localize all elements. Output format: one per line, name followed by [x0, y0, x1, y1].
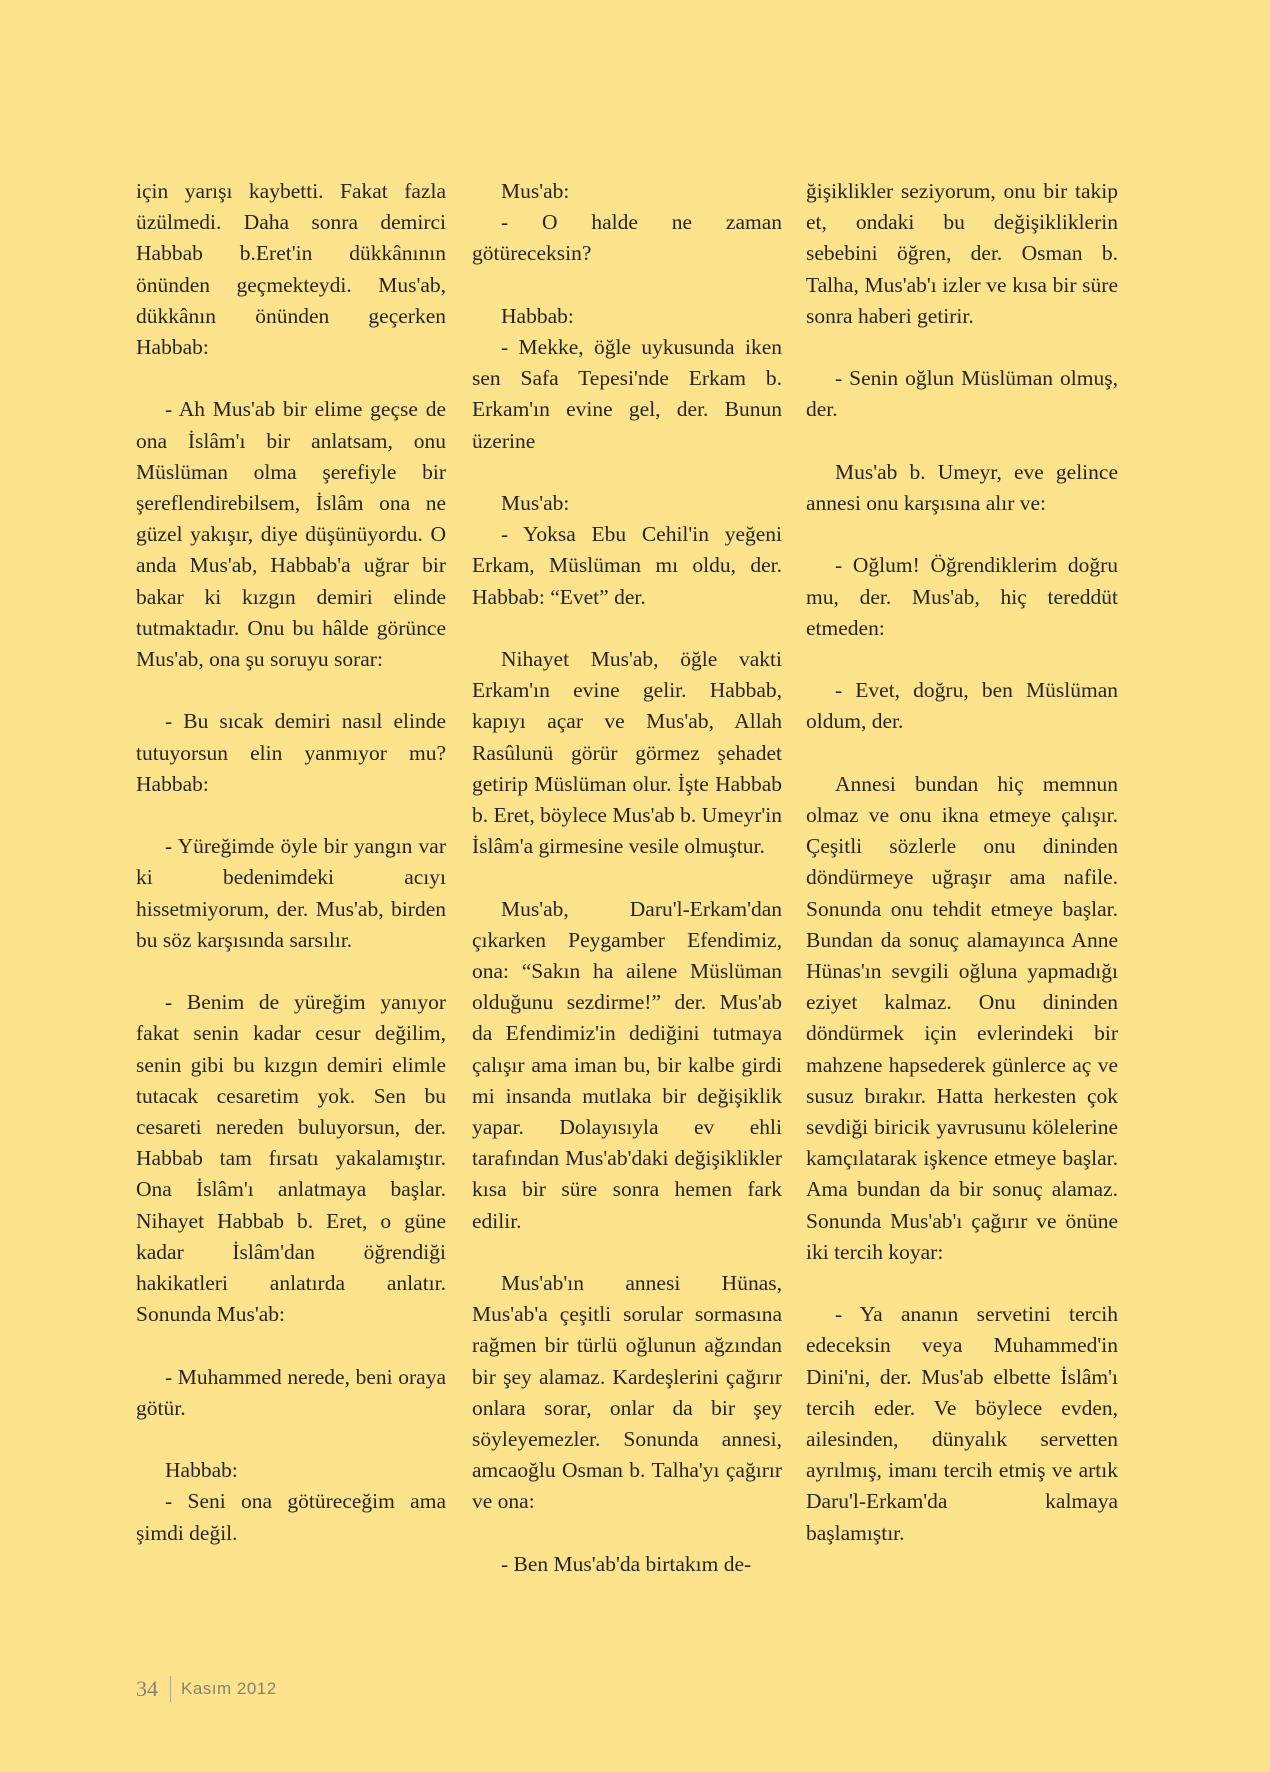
paragraph: Mus'ab:: [501, 491, 570, 515]
paragraph: - Senin oğlun Müslüman olmuş, der.: [806, 366, 1118, 422]
paragraph-gap: [136, 675, 446, 706]
page-footer: [136, 1676, 277, 1702]
paragraph: için yarışı kaybetti. Fakat fazla üzülmedi. Daha sonra demirci Habbab b.Eret'in dükkânının önünden geçmekteydi. Mus'ab, dükkânın önünden geçerken Habbab:: [136, 179, 446, 360]
paragraph-gap: [806, 332, 1118, 363]
issue-date: Kasım 2012: [181, 1679, 277, 1698]
paragraph-gap: [806, 1268, 1118, 1299]
paragraph: - Bu sıcak demiri nasıl elinde tutuyorsun elin yanmıyor mu? Habbab:: [136, 709, 446, 796]
paragraph: - O halde ne zaman götüreceksin?: [472, 210, 782, 266]
paragraph-gap: [472, 1518, 782, 1549]
footer-divider: [170, 1676, 171, 1702]
paragraph: Mus'ab:: [501, 179, 570, 203]
paragraph-gap: [136, 956, 446, 987]
paragraph: - Benim de yüreğim yanıyor fakat senin kadar cesur değilim, senin gibi bu kızgın demiri elimle tutacak cesaretim yok. Sen bu cesareti nereden buluyorsun, der. Habbab tam fırsatı yakalamıştır. Ona İslâm'ı anlatmaya başlar. Nihayet Habbab b. Eret, o güne kadar İslâm'dan öğrendiği hakikatleri anlatırda anlatır. Sonunda Mus'ab:: [136, 990, 446, 1327]
paragraph: Mus'ab, Daru'l-Erkam'dan çıkarken Peygamber Efendimiz, ona: “Sakın ha ailene Müslüman olduğunu sezdirme!” der. Mus'ab da Efendimiz'in dediğini tutmaya çalışır ama iman bu, bir kalbe girdi mi insanda mutlaka bir değişiklik yapar. Dolayısıyla ev ehli tarafından Mus'ab'daki değişiklikler kısa bir süre sonra hemen fark edilir.: [472, 896, 782, 1233]
paragraph-gap: [472, 613, 782, 644]
paragraph: Annesi bundan hiç memnun olmaz ve onu ikna etmeye çalışır. Çeşitli sözlerle onu dininden döndürmeye uğraşır ama nafile. Sonunda onu tehdit etmeye başlar. Bundan da sonuç alamayınca Anne Hünas'ın sevgili oğluna yapmadığı eziyet kalmaz. Onu dininden döndürmek için evlerindeki bir mahzene hapsederek günlerce aç ve susuz bırakır. Hatta herkesten çok sevdiği biricik yavrusunu kölelerine kamçılatarak işkence etmeye başlar. Ama bundan da bir sonuç alamaz. Sonunda Mus'ab'ı çağırır ve önüne iki tercih koyar:: [806, 771, 1118, 1264]
paragraph: - Ya ananın servetini tercih edeceksin veya Muhammed'in Dini'ni, der. Mus'ab elbette İslâm'ı tercih eder. Ve böylece evden, ailesinden, dünyalık servetten ayrılmış, imanı tercih etmiş ve artık Daru'l-Erkam'da kalmaya başlamıştır.: [806, 1302, 1118, 1545]
paragraph-gap: [472, 1237, 782, 1268]
paragraph: Nihayet Mus'ab, öğle vakti Erkam'ın evine gelir. Habbab, kapıyı açar ve Mus'ab, Allah Rasûlunü görür görmez şehadet getirip Müslüman olur. İşte Habbab b. Eret, böylece Mus'ab b. Umeyr'in İslâm'a girmesine vesile olmuştur.: [472, 647, 782, 859]
paragraph: - Oğlum! Öğrendiklerim doğru mu, der. Mus'ab, hiç tereddüt etmeden:: [806, 553, 1118, 640]
paragraph: - Seni ona götüreceğim ama şimdi değil.: [136, 1489, 446, 1545]
paragraph: - Muhammed nerede, beni oraya götür.: [136, 1364, 446, 1420]
paragraph: - Ah Mus'ab bir elime geçse de ona İslâm'ı bir anlatsam, onu Müslüman olma şerefiyle bir şereflendirebilsem, İslâm ona ne güzel yakışır, diye düşünüyordu. O anda Mus'ab, Habbab'a uğrar bir bakar ki kızgın demiri elinde tutmaktadır. Onu bu hâlde görünce Mus'ab, ona şu soruyu sorar:: [136, 397, 446, 672]
text-column-3: [806, 176, 1118, 1549]
paragraph: - Mekke, öğle uykusunda iken sen Safa Tepesi'nde Erkam b. Erkam'ın evine gel, der. Bunun üzerine: [472, 335, 782, 453]
paragraph: Mus'ab b. Umeyr, eve gelince annesi onu karşısına alır ve:: [806, 459, 1118, 515]
paragraph-gap: [472, 270, 782, 301]
paragraph-gap: [136, 1424, 446, 1455]
paragraph-gap: [806, 644, 1118, 675]
text-column-1: [136, 176, 446, 1549]
paragraph-gap: [806, 738, 1118, 769]
paragraph: Habbab:: [501, 303, 574, 328]
paragraph-gap: [472, 457, 782, 488]
page-number: 34: [136, 1676, 158, 1701]
paragraph: Mus'ab'ın annesi Hünas, Mus'ab'a çeşitli sorular sormasına rağmen bir türlü oğlunun ağzından bir şey alamaz. Kardeşlerini çağırır onlara sorar, onlar da bir şey söyleyemezler. Sonunda annesi, amcaoğlu Osman b. Talha'yı çağırır ve ona:: [472, 1271, 782, 1514]
paragraph-gap: [136, 800, 446, 831]
text-column-2: [472, 176, 782, 1580]
paragraph: - Evet, doğru, ben Müslüman oldum, der.: [806, 678, 1118, 734]
paragraph-gap: [136, 1330, 446, 1361]
paragraph: - Yoksa Ebu Cehil'in yeğeni Erkam, Müslüman mı oldu, der. Habbab: “Evet” der.: [472, 522, 782, 609]
paragraph-gap: [806, 426, 1118, 457]
paragraph: - Yüreğimde öyle bir yangın var ki bedenimdeki acıyı hissetmiyorum, der. Mus'ab, birden bu söz karşısında sarsılır.: [136, 834, 446, 952]
paragraph: - Ben Mus'ab'da birtakım de-: [501, 1551, 752, 1576]
paragraph: ğişiklikler seziyorum, onu bir takip et, ondaki bu değişikliklerin sebebini öğren, der. Osman b. Talha, Mus'ab'ı izler ve kısa bir süre sonra haberi getirir.: [806, 179, 1118, 328]
paragraph-gap: [472, 862, 782, 893]
paragraph-gap: [806, 519, 1118, 550]
paragraph-gap: [136, 363, 446, 394]
paragraph: Habbab:: [165, 1458, 238, 1483]
